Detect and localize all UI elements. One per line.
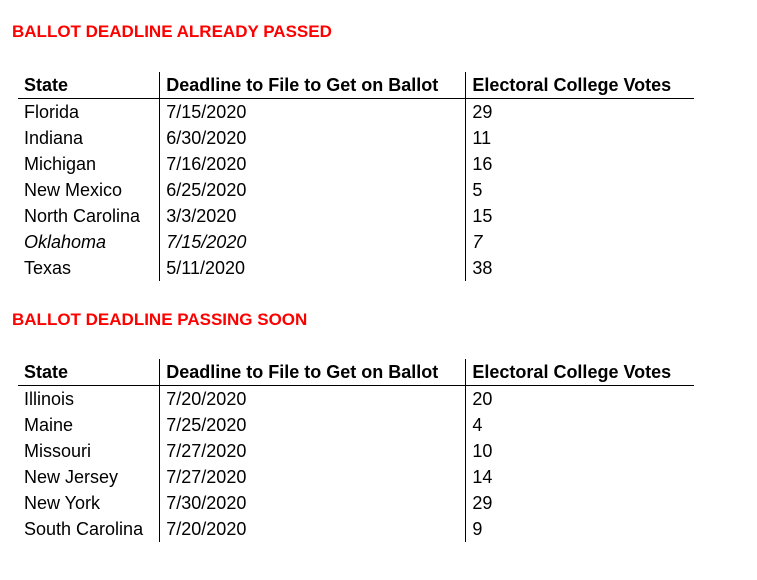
column-header-deadline: Deadline to File to Get on Ballot: [160, 359, 466, 386]
table-row: [18, 151, 694, 177]
state-cell: Illinois: [24, 389, 75, 409]
votes-cell: 4: [466, 412, 694, 438]
votes-cell: 16: [466, 151, 694, 177]
section-title-passing-soon: BALLOT DEADLINE PASSING SOON: [12, 310, 308, 329]
table-row: [18, 386, 694, 413]
column-header-electoral-votes: Electoral College Votes: [466, 359, 694, 386]
state-cell: New York: [24, 493, 101, 513]
passing-soon-table: [18, 359, 694, 542]
table-row: [18, 412, 694, 438]
deadline-cell: 7/25/2020: [160, 412, 466, 438]
section-title-already-passed: BALLOT DEADLINE ALREADY PASSED: [12, 22, 332, 41]
table-row: [18, 464, 694, 490]
column-header-deadline: Deadline to File to Get on Ballot: [160, 72, 466, 99]
table-row: [18, 255, 694, 281]
deadline-cell: 6/25/2020: [160, 177, 466, 203]
deadline-cell: 6/30/2020: [160, 125, 466, 151]
votes-cell: 11: [466, 125, 694, 151]
table-header-row: [18, 72, 694, 99]
deadline-cell: 5/11/2020: [160, 255, 466, 281]
deadline-cell: 7/15/2020: [160, 99, 466, 126]
votes-cell: 29: [466, 99, 694, 126]
table-header-row: [18, 359, 694, 386]
state-cell: New Jersey: [24, 467, 119, 487]
table-row: [18, 99, 694, 126]
votes-cell: 14: [466, 464, 694, 490]
column-header-state: State: [18, 72, 160, 99]
state-cell: Maine: [24, 415, 74, 435]
votes-cell: 9: [466, 516, 694, 542]
deadline-cell: 7/16/2020: [160, 151, 466, 177]
votes-cell: 38: [466, 255, 694, 281]
state-cell: Michigan: [24, 154, 97, 174]
deadline-cell: 7/20/2020: [160, 516, 466, 542]
state-cell: New Mexico: [24, 180, 123, 200]
table-row: [18, 203, 694, 229]
table-row: [18, 125, 694, 151]
already-passed-table: [18, 72, 694, 281]
deadline-cell: 7/15/2020: [160, 229, 466, 255]
state-cell: North Carolina: [24, 206, 141, 226]
deadline-cell: 7/27/2020: [160, 464, 466, 490]
table-row: [18, 516, 694, 542]
votes-cell: 5: [466, 177, 694, 203]
votes-cell: 20: [466, 386, 694, 413]
votes-cell: 29: [466, 490, 694, 516]
column-header-state: State: [18, 359, 160, 386]
deadline-cell: 7/30/2020: [160, 490, 466, 516]
state-cell: Missouri: [24, 441, 92, 461]
deadline-cell: 3/3/2020: [160, 203, 466, 229]
state-cell: Florida: [24, 102, 80, 122]
state-cell: Oklahoma: [24, 232, 107, 252]
state-cell: South Carolina: [24, 519, 144, 539]
state-cell: Indiana: [24, 128, 84, 148]
column-header-electoral-votes: Electoral College Votes: [466, 72, 694, 99]
deadline-cell: 7/20/2020: [160, 386, 466, 413]
table-row: [18, 490, 694, 516]
state-cell: Texas: [24, 258, 72, 278]
votes-cell: 15: [466, 203, 694, 229]
votes-cell: 7: [466, 229, 694, 255]
table-row: [18, 177, 694, 203]
table-row: [18, 229, 694, 255]
table-row: [18, 438, 694, 464]
deadline-cell: 7/27/2020: [160, 438, 466, 464]
votes-cell: 10: [466, 438, 694, 464]
